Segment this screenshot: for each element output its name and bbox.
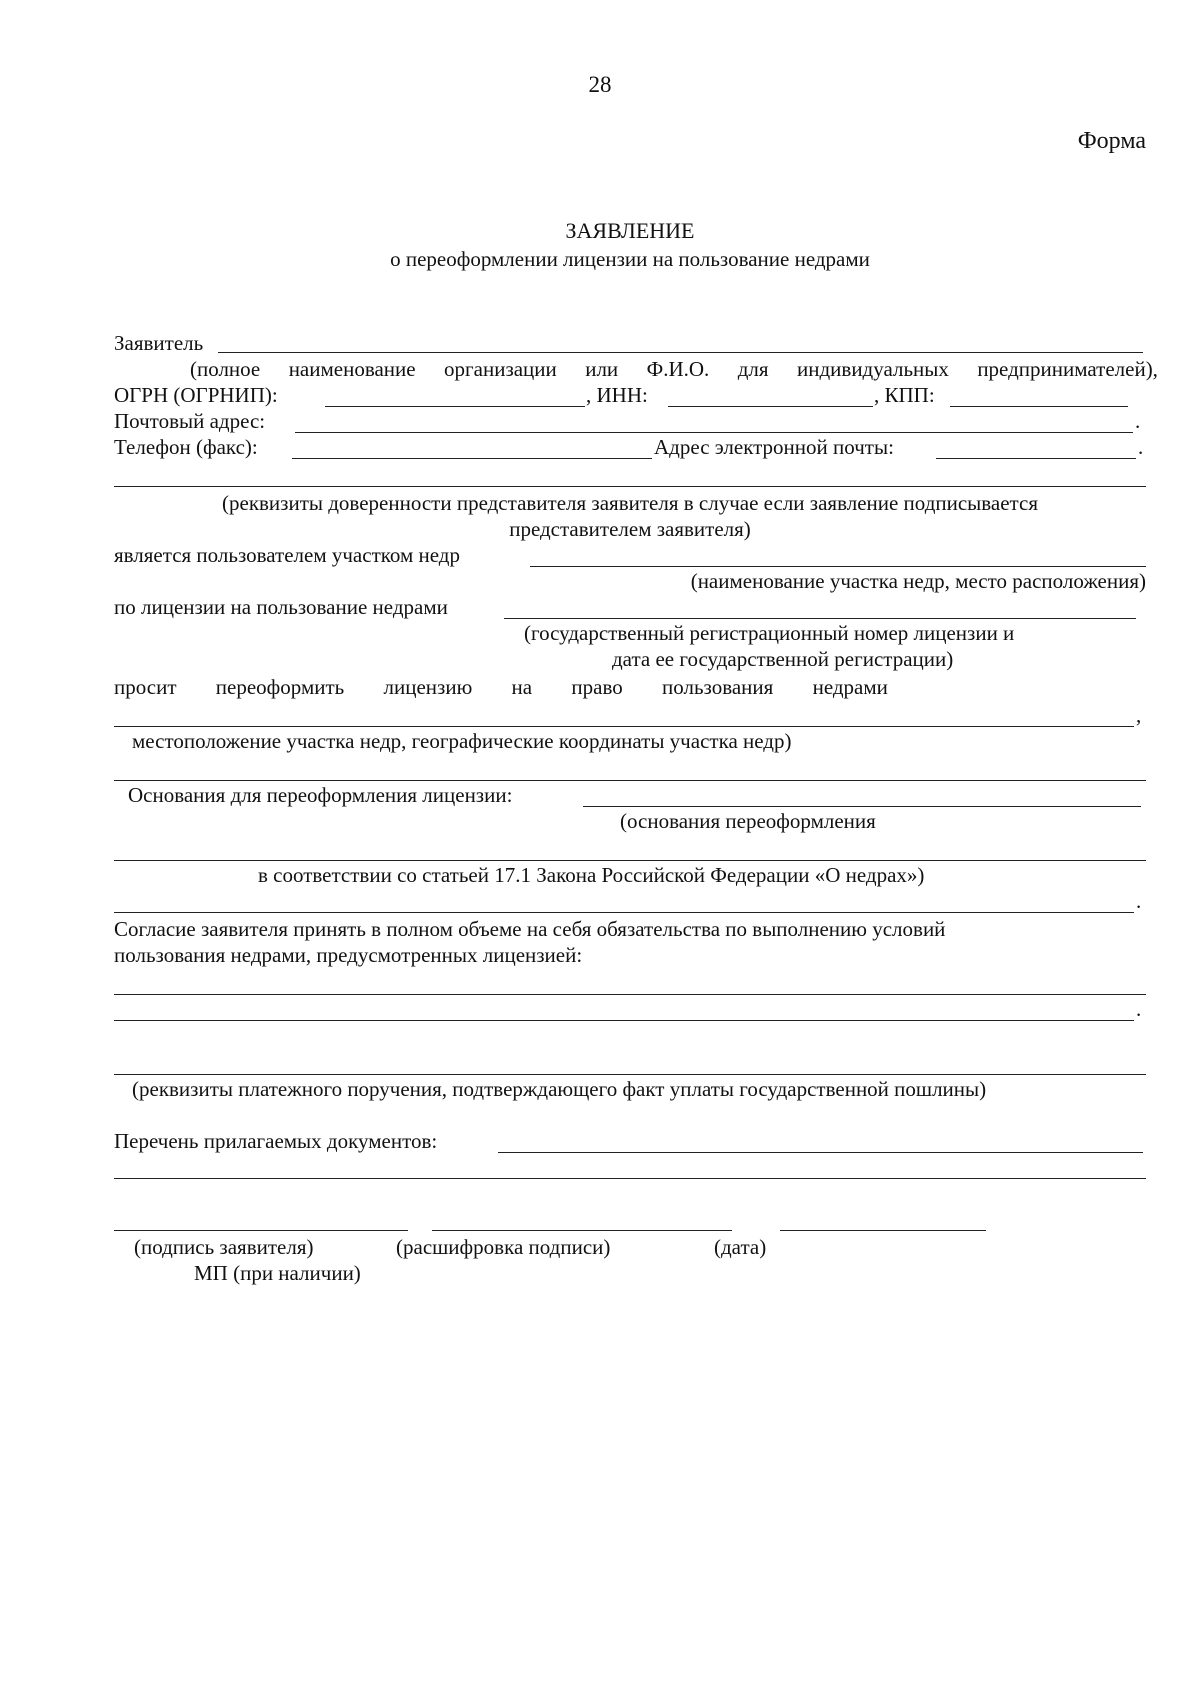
signature-hint: (подпись заявителя) [134, 1235, 314, 1259]
license-label: по лицензии на пользование недрами [114, 595, 448, 619]
request-word: лицензию [383, 675, 473, 699]
grounds-law-field[interactable] [114, 912, 1134, 913]
consent-line2: пользования недрами, предусмотренных лицензией: [114, 943, 583, 967]
applicant-hint-word: организации [444, 357, 557, 381]
applicant-hint [190, 356, 1158, 382]
request-word: на [511, 675, 533, 699]
documents-field[interactable] [498, 1152, 1143, 1153]
grounds-hint: (основания переоформления [620, 809, 876, 833]
applicant-hint-word: (полное [190, 357, 261, 381]
phone-field[interactable] [292, 458, 652, 459]
request-line [114, 674, 888, 700]
email-label: Адрес электронной почты: [654, 435, 894, 459]
postal-address-field[interactable] [295, 432, 1133, 433]
request-field[interactable] [114, 726, 1134, 727]
location-field[interactable] [114, 780, 1146, 781]
documents-label: Перечень прилагаемых документов: [114, 1129, 438, 1153]
stamp-hint: МП (при наличии) [194, 1261, 361, 1285]
grounds-period: . [1136, 889, 1142, 913]
request-word: просит [114, 675, 177, 699]
applicant-hint-word: для [737, 357, 769, 381]
applicant-hint-word: наименование [288, 357, 416, 381]
page-number: 28 [588, 72, 612, 97]
email-period: . [1138, 435, 1144, 459]
ogrn-field[interactable] [325, 406, 585, 407]
documents-field-2[interactable] [114, 1178, 1146, 1179]
document-subtitle: о переоформлении лицензии на пользование недрами [390, 247, 870, 271]
phone-label: Телефон (факс): [114, 435, 258, 459]
applicant-hint-word: предпринимателей), [977, 357, 1158, 381]
applicant-hint-word: индивидуальных [797, 357, 949, 381]
date-hint: (дата) [714, 1235, 767, 1259]
license-hint-line2: дата ее государственной регистрации) [612, 647, 954, 671]
license-field[interactable] [504, 618, 1136, 619]
request-word: право [571, 675, 623, 699]
consent-period: . [1136, 997, 1142, 1021]
license-hint-line1: (государственный регистрационный номер лицензии и [524, 621, 1015, 645]
postal-address-label: Почтовый адрес: [114, 409, 266, 433]
grounds-law: в соответствии со статьей 17.1 Закона Российской Федерации «О недрах») [258, 863, 925, 887]
consent-line1: Согласие заявителя принять в полном объеме на себя обязательства по выполнению условий [114, 917, 946, 941]
ogrn-label: ОГРН (ОГРНИП): [114, 383, 278, 407]
kpp-field[interactable] [950, 406, 1128, 407]
proxy-field[interactable] [114, 486, 1146, 487]
signature-field[interactable] [114, 1230, 408, 1231]
grounds-field[interactable] [583, 806, 1141, 807]
applicant-label: Заявитель [114, 331, 204, 355]
request-word: недрами [812, 675, 888, 699]
grounds-label: Основания для переоформления лицензии: [128, 783, 513, 807]
subsoil-site-field[interactable] [530, 566, 1146, 567]
proxy-hint-line1: (реквизиты доверенности представителя заявителя в случае если заявление подписывается [222, 491, 1038, 515]
applicant-hint-word: или [585, 357, 619, 381]
payment-field[interactable] [114, 1074, 1146, 1075]
email-field[interactable] [936, 458, 1136, 459]
request-word: переоформить [215, 675, 345, 699]
proxy-hint-line2: представителем заявителя) [509, 517, 751, 541]
subsoil-user-label: является пользователем участком недр [114, 543, 460, 567]
request-comma: , [1136, 703, 1142, 727]
subsoil-hint: (наименование участка недр, место расположения) [690, 569, 1146, 593]
inn-field[interactable] [668, 406, 873, 407]
request-word: пользования [662, 675, 774, 699]
location-hint: местоположение участка недр, географические координаты участка недр) [132, 729, 792, 753]
kpp-label: , КПП: [874, 383, 935, 407]
consent-field-1[interactable] [114, 994, 1146, 995]
inn-label: , ИНН: [586, 383, 648, 407]
applicant-field[interactable] [218, 352, 1143, 353]
postal-period: . [1135, 409, 1141, 433]
signature-decoding-hint: (расшифровка подписи) [396, 1235, 611, 1259]
form-label: Форма [1077, 128, 1146, 154]
signature-decoding-field[interactable] [432, 1230, 732, 1231]
applicant-hint-word: Ф.И.О. [646, 357, 710, 381]
payment-hint: (реквизиты платежного поручения, подтверждающего факт уплаты государственной пошлины) [132, 1077, 987, 1101]
consent-field-2[interactable] [114, 1020, 1134, 1021]
grounds-extra-field[interactable] [114, 860, 1146, 861]
document-title: ЗАЯВЛЕНИЕ [565, 218, 695, 243]
date-field[interactable] [780, 1230, 986, 1231]
